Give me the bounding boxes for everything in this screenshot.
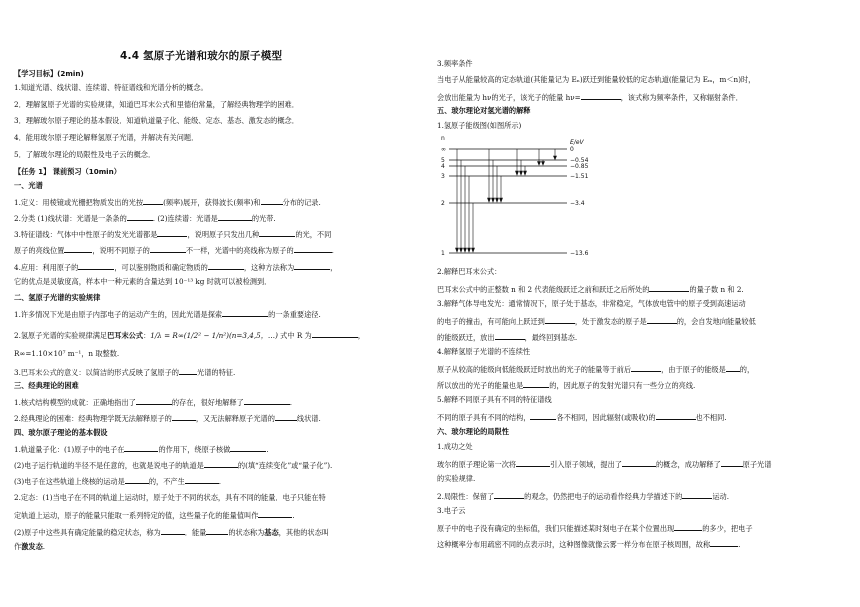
r5-3-line-3: 的能级跃迁，放出 ，最终回到基态. (437, 333, 578, 342)
blank[interactable] (495, 332, 525, 340)
objectives-heading: 【学习目标】(2min) (14, 69, 84, 78)
level-energy-labels (570, 146, 589, 257)
blank[interactable] (222, 309, 268, 317)
blank[interactable] (150, 245, 186, 253)
s4-line-3: (3)电子在这些轨道上绕核的运动是 的，不产生 . (14, 477, 222, 486)
page-title: 4.4 氢原子光谱和玻尔的原子模型 (120, 50, 283, 62)
blank[interactable] (494, 491, 524, 499)
level-3-n: 3 (441, 173, 445, 180)
blank[interactable] (127, 213, 153, 221)
blank[interactable] (726, 364, 740, 372)
blank[interactable] (64, 245, 92, 253)
objective-5: 5．了解玻尔理论的局限性及电子云的概念． (14, 150, 156, 159)
s1-line-5: 4.应用：利用原子的 ，可以鉴别物质和确定物质的 ，这种方法称为 ， (14, 263, 338, 272)
level-5-energy: −0.54 (570, 157, 589, 164)
r5-4-line-2: 所以放出的光子的能量也是 的，因此原子的发射光谱只有一些分立的亮线. (437, 381, 696, 390)
blank[interactable] (218, 213, 252, 221)
blank[interactable] (674, 523, 702, 531)
energy-level-diagram (437, 133, 607, 258)
section-2-heading: 二、氢原子光谱的实验规律 (14, 293, 101, 302)
s4-line-1: 1.轨道量子化：(1)原子中的电子在 的作用下，绕原子核做 . (14, 445, 269, 454)
r5-1: 1.氢原子能级图(如图所示) (437, 121, 522, 130)
s4-line-5: 定轨道上运动，原子的能量只能取一系列特定的值，这些量子化的能量值叫作 . (14, 511, 295, 520)
blank[interactable] (682, 491, 712, 499)
level-4-n: 4 (441, 163, 445, 170)
blank[interactable] (208, 262, 244, 270)
blank[interactable] (230, 444, 266, 452)
section-3-heading: 三、经典理论的困难 (14, 381, 79, 390)
blank[interactable] (656, 412, 696, 420)
blank[interactable] (143, 197, 163, 205)
blank[interactable] (124, 444, 158, 452)
objective-3: 3．理解玻尔原子理论的基本假设．知道轨道量子化、能级、定态、基态、激发态的概念． (14, 116, 299, 125)
r5-4: 4.解释氢原子光谱的不连续性 (437, 347, 531, 356)
blank[interactable] (125, 476, 149, 484)
blank[interactable] (294, 245, 332, 253)
blank[interactable] (312, 330, 358, 338)
blank[interactable] (631, 364, 661, 372)
r6-3-line-1: 原子中的电子没有确定的坐标值，我们只能描述某时刻电子在某个位置出现 的多少，把电子 (437, 524, 753, 533)
n-axis-label: n (441, 135, 445, 142)
level-5-n: 5 (441, 157, 445, 164)
level-4-energy: −0.85 (570, 163, 589, 170)
r-3-line-1: 当电子从能量较高的定态轨道(其能量记为 Eₙ)跃迁到能量较低的定态轨道(能量记为 Eₘ，m＜n)时， (437, 75, 756, 84)
r6-1-line-1: 玻尔的原子理论第一次将 引入原子领域，提出了 的概念，成功解释了 原子光谱 (437, 460, 772, 469)
s2-line-1: 1.许多情况下光是由原子内部电子的运动产生的，因此光谱是探索 的一条重要途径. (14, 310, 321, 319)
blank[interactable] (161, 527, 185, 535)
blank[interactable] (136, 397, 172, 405)
s3-line-2: 2.经典理论的困难：经典物理学既无法解释原子的 ，又无法解释原子光谱的 线状谱. (14, 414, 321, 423)
s1-line-2: 2.分类 (1)线状谱：光谱是一条条的 . (2)连续谱：光谱是 的光带. (14, 214, 276, 223)
s1-line-4: 原子的亮线位置 ，说明不同原子的 不一样，光谱中的亮线称为原子的 . (14, 246, 334, 255)
blank[interactable] (710, 539, 738, 547)
s4-line-7: 作激发态. (14, 542, 46, 551)
level-1-n: 1 (441, 250, 445, 257)
level-2-energy: −3.4 (570, 200, 585, 207)
blank[interactable] (647, 316, 677, 324)
blank[interactable] (157, 229, 187, 237)
blank[interactable] (78, 262, 114, 270)
objective-1: 1.知道光谱、线状谱、连续谱、特征谱线和光谱分析的概念。 (14, 83, 208, 92)
blank[interactable] (516, 459, 550, 467)
level-1-energy: −13.6 (570, 250, 589, 257)
r5-4-line-1: 原子从较高的能级向低能级跃迁时放出的光子的能量等于前后 ，由于原子的能级是 的， (437, 365, 755, 374)
blank[interactable] (258, 510, 292, 518)
blank[interactable] (581, 92, 621, 100)
blank[interactable] (261, 197, 283, 205)
r5-5-line: 不同的原子具有不同的结构， 各不相同，因此辐射(或吸收)的 也不相同. (437, 413, 727, 422)
level-3-energy: −1.51 (570, 173, 589, 180)
s2-line-3: R∞=1.10×10⁷ m⁻¹，n 取整数. (14, 349, 120, 358)
r-3-line-2: 会放出能量为 hν的光子，该光子的能量 hν= ，该式称为频率条件，又称辐射条件． (437, 93, 743, 102)
section-6-heading: 六、玻尔理论的局限性 (437, 427, 509, 436)
s1-line-3: 3.特征谱线：气体中中性原子的发光光谱都是 ，说明原子只发出几种 的光，不同 (14, 230, 332, 239)
r5-2-line: 巴耳末公式中的正整数 n 和 2 代表能级跃迁之前和跃迁之后所处的 的量子数 n 和 2. (437, 285, 744, 294)
s3-line-1: 1.核式结构模型的成就：正确地指出了 的存在，很好地解释了 . (14, 398, 293, 407)
blank[interactable] (172, 413, 196, 421)
level-lines (449, 149, 567, 253)
blank[interactable] (530, 412, 556, 420)
level-n-labels (441, 146, 446, 257)
blank[interactable] (721, 459, 743, 467)
task-heading: 【任务 1】 课前预习（10min） (14, 167, 121, 176)
s1-line-1: 1.定义：用棱镜或光栅把物质发出的光按 (频率)展开，获得波长(频率)和 分布的记录. (14, 198, 321, 207)
r6-1-line-2: 的实验规律. (437, 474, 476, 483)
objective-2: 2．理解氢原子光谱的实验规律，知道巴耳末公式和里德伯常量，了解经典物理学的困难． (14, 100, 299, 109)
level-inf-n: ∞ (441, 146, 446, 153)
balmer-formula: 1/λ = R∞(1/2² − 1/n²)(n=3,4,5，…) (150, 331, 278, 340)
section-5-heading: 五、玻尔理论对氢光谱的解释 (437, 106, 531, 115)
energy-axis-label: E/eV (570, 139, 584, 146)
s4-line-6: (2)原子中这些具有确定能量的稳定状态，称为 ．能量 的状态称为基态，其他的状态叫 (14, 528, 329, 537)
blank[interactable] (185, 476, 219, 484)
blank[interactable] (622, 459, 656, 467)
blank[interactable] (259, 229, 295, 237)
section-4-heading: 四、玻尔原子理论的基本假设 (14, 428, 108, 437)
blank[interactable] (523, 380, 549, 388)
r5-5: 5.解释不同原子具有不同的特征谱线 (437, 395, 552, 404)
s1-line-6: 它的优点是灵敏度高，样本中一种元素的含量达到 10⁻¹³ kg 时就可以被检测到． (14, 277, 272, 286)
r5-2: 2.解释巴耳末公式： (437, 267, 502, 276)
blank[interactable] (545, 316, 575, 324)
blank[interactable] (244, 397, 290, 405)
s2-line-4: 3.巴耳末公式的意义：以简洁的形式反映了氢原子的 光谱的特征. (14, 368, 236, 377)
blank[interactable] (204, 460, 238, 468)
r6-1: 1.成功之处 (437, 442, 473, 451)
blank[interactable] (206, 527, 228, 535)
r6-2-line: 2.局限性：保留了 的观念，仍然把电子的运动看作经典力学描述下的 运动. (437, 492, 729, 501)
r6-3-line-2: 这种概率分布用疏密不同的点表示时，这种图像就像云雾一样分布在原子核周围，故称 . (437, 540, 741, 549)
blank[interactable] (649, 284, 689, 292)
level-2-n: 2 (441, 200, 445, 207)
level-inf-energy: 0 (570, 146, 574, 153)
blank[interactable] (179, 367, 197, 375)
r5-3-line-1: 3.解释气体导电发光：通常情况下，原子处于基态，非常稳定，气体放电管中的原子受到高速运动 (437, 299, 746, 308)
r-3-heading: 3.频率条件 (437, 59, 473, 68)
blank[interactable] (275, 413, 297, 421)
transition-arrows (456, 149, 557, 252)
s4-line-2: (2)电子运行轨道的半径不是任意的，也就是说电子的轨道是 的(填“连续变化”或“量子化”). (14, 461, 333, 470)
r6-3: 3.电子云 (437, 506, 466, 515)
objective-4: 4．能用玻尔原子理论解释氢原子光谱，并解决有关问题． (14, 133, 199, 142)
s2-line-2: 2.氢原子光谱的实验规律满足巴耳末公式：1/λ = R∞(1/2² − 1/n²)(n=3,4,5，…) 式中 R 为 ， (14, 331, 365, 340)
s4-line-4: 2.定态：(1)当电子在不同的轨道上运动时，原子处于不同的状态，具有不同的能量．电子只能在特 (14, 493, 326, 502)
section-1-heading: 一、光谱 (14, 181, 43, 190)
r5-3-line-2: 的电子的撞击，有可能向上跃迁到 ，处于激发态的原子是 的，会自发地向能量较低 (437, 317, 756, 326)
blank[interactable] (294, 262, 330, 270)
